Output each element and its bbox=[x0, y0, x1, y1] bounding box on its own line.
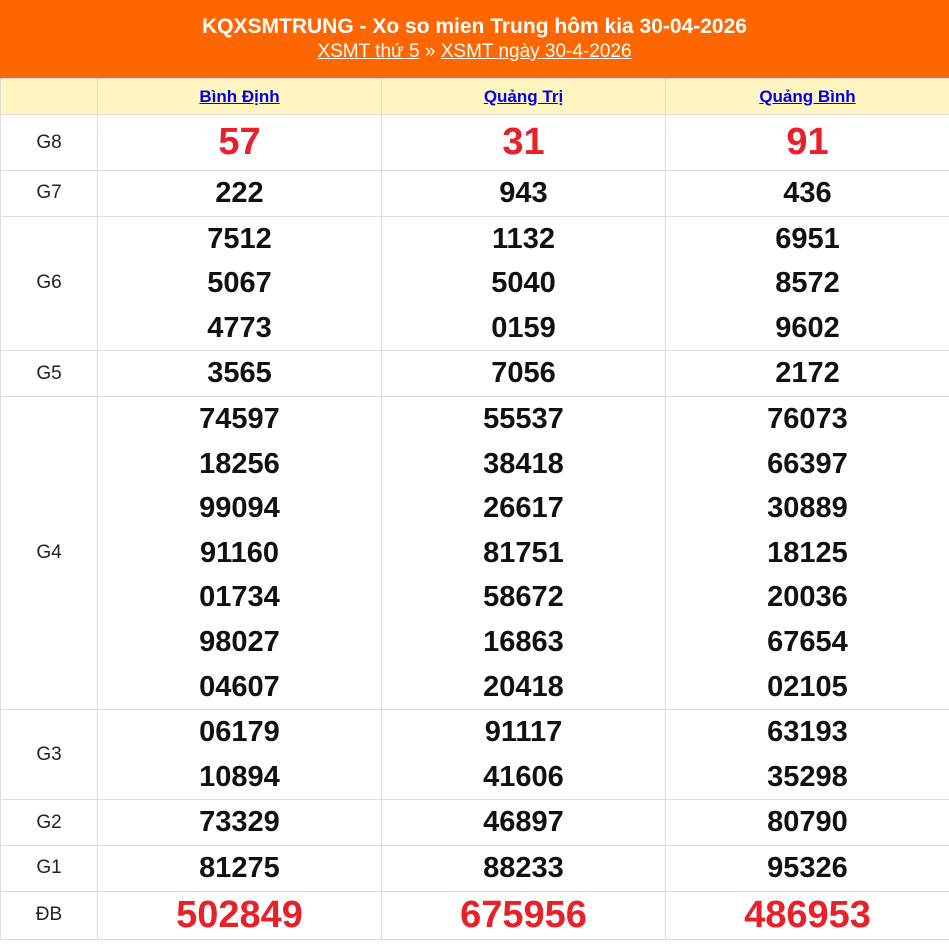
prize-number: 26617 bbox=[483, 492, 564, 525]
prize-number: 486953 bbox=[744, 893, 871, 936]
prize-number: 67654 bbox=[767, 625, 848, 658]
prize-number: 55537 bbox=[483, 402, 564, 435]
prize-number: 74597 bbox=[199, 402, 280, 435]
prize-number: 16863 bbox=[483, 625, 564, 658]
prize-number: 18125 bbox=[767, 536, 848, 569]
prize-cell bbox=[382, 845, 666, 891]
prize-cell bbox=[98, 216, 382, 351]
prize-number: 63193 bbox=[767, 716, 848, 749]
prize-number: 3565 bbox=[207, 357, 272, 390]
prize-number: 7512 bbox=[207, 222, 272, 255]
province-link-binh-dinh[interactable]: Bình Định bbox=[199, 86, 280, 106]
prize-label: G6 bbox=[1, 216, 98, 351]
prize-number: 99094 bbox=[199, 492, 280, 525]
prize-row bbox=[1, 171, 949, 217]
prize-cell bbox=[666, 800, 949, 846]
province-link-quang-binh[interactable]: Quảng Bình bbox=[759, 86, 856, 106]
prize-number: 41606 bbox=[483, 760, 564, 793]
breadcrumb-link-date[interactable]: XSMT ngày 30-4-2026 bbox=[440, 41, 632, 62]
prize-number: 4773 bbox=[207, 311, 272, 344]
prize-number: 66397 bbox=[767, 447, 848, 480]
prize-number: 0159 bbox=[491, 311, 556, 344]
prize-cell bbox=[382, 710, 666, 800]
prize-cell bbox=[98, 710, 382, 800]
prize-cell bbox=[98, 351, 382, 397]
prize-cell bbox=[666, 171, 949, 217]
province-link-quang-tri[interactable]: Quảng Trị bbox=[483, 86, 564, 106]
prize-number: 31 bbox=[502, 121, 545, 163]
prize-number: 81275 bbox=[199, 851, 280, 884]
prize-number: 30889 bbox=[767, 492, 848, 525]
prize-number: 7056 bbox=[491, 357, 556, 390]
prize-number: 91117 bbox=[484, 716, 563, 749]
page-title: KQXSMTRUNG - Xo so mien Trung hôm kia 30-04-2026 bbox=[202, 15, 747, 38]
breadcrumb-link-thursday[interactable]: XSMT thứ 5 bbox=[317, 41, 420, 62]
prize-number: 35298 bbox=[767, 760, 848, 793]
prize-number: 46897 bbox=[483, 806, 564, 839]
prize-cell bbox=[382, 800, 666, 846]
prize-cell bbox=[382, 891, 666, 939]
prize-cell bbox=[382, 216, 666, 351]
prize-number: 5067 bbox=[207, 267, 272, 300]
prize-number: 675956 bbox=[460, 893, 587, 936]
prize-row bbox=[1, 115, 949, 171]
prize-row bbox=[1, 800, 949, 846]
prize-label: G2 bbox=[1, 800, 98, 846]
page-header bbox=[0, 0, 949, 78]
prize-number: 943 bbox=[499, 177, 548, 209]
prize-number: 91160 bbox=[199, 536, 280, 569]
prize-cell bbox=[382, 351, 666, 397]
prize-cell bbox=[382, 115, 666, 171]
prize-cell bbox=[98, 171, 382, 217]
prize-cell bbox=[98, 845, 382, 891]
prize-number: 2172 bbox=[775, 357, 840, 390]
prize-cell bbox=[666, 396, 949, 709]
prize-cell bbox=[666, 710, 949, 800]
prize-number: 20036 bbox=[767, 581, 848, 614]
prize-cell bbox=[98, 800, 382, 846]
prize-row bbox=[1, 710, 949, 800]
prize-number: 502849 bbox=[176, 893, 303, 936]
prize-number: 10894 bbox=[199, 760, 280, 793]
prize-label: G4 bbox=[1, 396, 98, 709]
prize-cell bbox=[382, 171, 666, 217]
prize-row bbox=[1, 845, 949, 891]
prize-label: G1 bbox=[1, 845, 98, 891]
prize-label: ĐB bbox=[1, 891, 98, 939]
prize-number: 95326 bbox=[767, 851, 848, 884]
prize-number: 01734 bbox=[199, 581, 280, 614]
prize-cell bbox=[98, 891, 382, 939]
prize-number: 80790 bbox=[767, 806, 848, 839]
prize-number: 81751 bbox=[483, 536, 564, 569]
prize-number: 8572 bbox=[775, 267, 840, 300]
corner-cell bbox=[1, 79, 98, 115]
prize-number: 222 bbox=[215, 177, 264, 209]
prize-cell bbox=[666, 115, 949, 171]
prize-number: 38418 bbox=[483, 447, 564, 480]
breadcrumb bbox=[0, 40, 949, 64]
prize-label: G8 bbox=[1, 115, 98, 171]
prize-row bbox=[1, 396, 949, 709]
prize-cell bbox=[666, 845, 949, 891]
prize-number: 91 bbox=[786, 121, 829, 163]
prize-number: 98027 bbox=[199, 625, 280, 658]
prize-number: 1132 bbox=[492, 222, 555, 255]
province-header-row bbox=[1, 79, 949, 115]
prize-number: 436 bbox=[783, 177, 832, 209]
prize-label: G7 bbox=[1, 171, 98, 217]
prize-number: 58672 bbox=[483, 581, 564, 614]
prize-cell bbox=[666, 216, 949, 351]
prize-number: 6951 bbox=[775, 222, 840, 255]
prize-number: 06179 bbox=[199, 716, 280, 749]
prize-label: G5 bbox=[1, 351, 98, 397]
prize-cell bbox=[98, 115, 382, 171]
prize-cell bbox=[666, 351, 949, 397]
prize-number: 57 bbox=[218, 121, 261, 163]
prize-number: 73329 bbox=[199, 806, 280, 839]
prize-number: 5040 bbox=[491, 267, 556, 300]
prize-number: 18256 bbox=[199, 447, 280, 480]
prize-cell bbox=[382, 396, 666, 709]
breadcrumb-separator: » bbox=[424, 41, 436, 62]
prize-number: 76073 bbox=[767, 402, 848, 435]
prize-cell bbox=[666, 891, 949, 939]
prize-cell bbox=[98, 396, 382, 709]
prize-number: 02105 bbox=[767, 670, 848, 703]
results-table bbox=[0, 78, 949, 940]
prize-number: 04607 bbox=[199, 670, 280, 703]
prize-row bbox=[1, 891, 949, 939]
prize-row bbox=[1, 351, 949, 397]
prize-label: G3 bbox=[1, 710, 98, 800]
prize-row bbox=[1, 216, 949, 351]
prize-number: 20418 bbox=[483, 670, 564, 703]
prize-number: 88233 bbox=[483, 851, 564, 884]
prize-number: 9602 bbox=[775, 311, 840, 344]
